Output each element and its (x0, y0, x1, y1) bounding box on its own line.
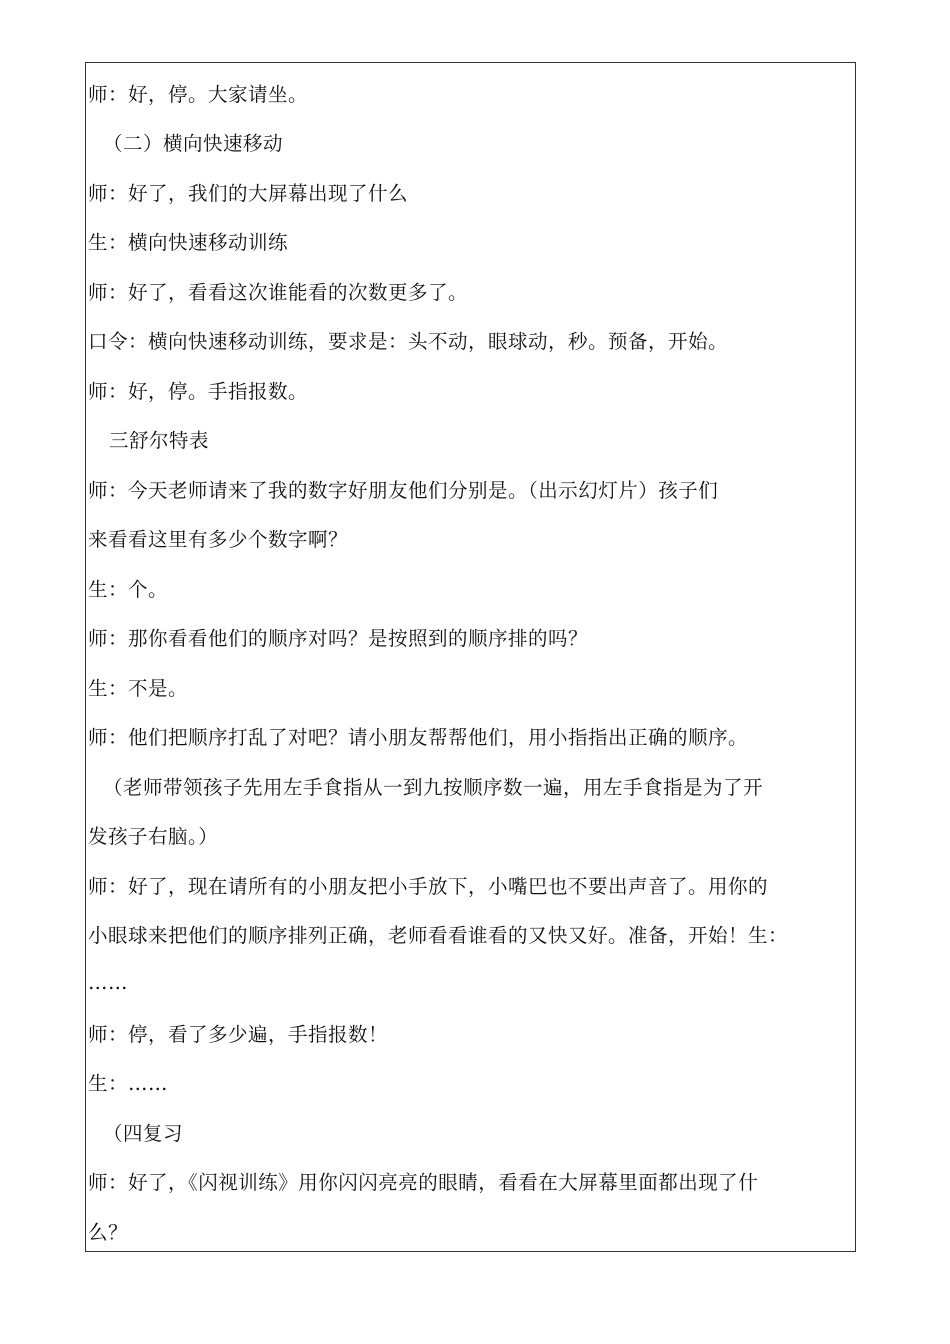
text-line: 生：…… (88, 1072, 169, 1095)
text-line: 小眼球来把他们的顺序排列正确，老师看看谁看的又快又好。准备，开始！生： (88, 924, 789, 947)
text-line: 师：停，看了多少遍，手指报数！ (88, 1023, 389, 1046)
text-line: 发孩子右脑。） (88, 825, 219, 848)
text-line: 师：好了，我们的大屏幕出现了什么 (88, 182, 409, 205)
text-line: （老师带领孩子先用左手食指从一到九按顺序数一遍，用左手食指是为了开 (103, 776, 764, 799)
text-line: 生：横向快速移动训练 (88, 231, 289, 254)
section-heading: （四复习 (103, 1122, 184, 1145)
text-line: 师：那你看看他们的顺序对吗？是按照到的顺序排的吗？ (88, 627, 589, 650)
text-line: 师：好，停。手指报数。 (88, 380, 309, 403)
text-line: 师：好，停。大家请坐。 (88, 83, 309, 106)
text-line: 师：好了，《闪视训练》用你闪闪亮亮的眼睛，看看在大屏幕里面都出现了什 (88, 1171, 759, 1194)
text-line: 来看看这里有多少个数字啊？ (88, 528, 349, 551)
text-line: 师：他们把顺序打乱了对吧？请小朋友帮帮他们，用小指指出正确的顺序。 (88, 726, 749, 749)
text-line: 生：不是。 (88, 677, 189, 700)
section-heading: 三舒尔特表 (109, 429, 210, 452)
text-line: 师：好了，现在请所有的小朋友把小手放下，小嘴巴也不要出声音了。用你的 (88, 875, 769, 898)
text-line: 师：好了，看看这次谁能看的次数更多了。 (88, 281, 469, 304)
text-line: 口令：横向快速移动训练，要求是：头不动，眼球动，秒。预备，开始。 (88, 330, 729, 353)
section-heading: （二）横向快速移动 (103, 132, 284, 155)
text-line: …… (88, 971, 128, 994)
text-line: 师：今天老师请来了我的数字好朋友他们分别是。（出示幻灯片）孩子们 (88, 479, 719, 502)
text-line: 生：个。 (88, 578, 169, 601)
text-line: 么？ (88, 1221, 129, 1244)
